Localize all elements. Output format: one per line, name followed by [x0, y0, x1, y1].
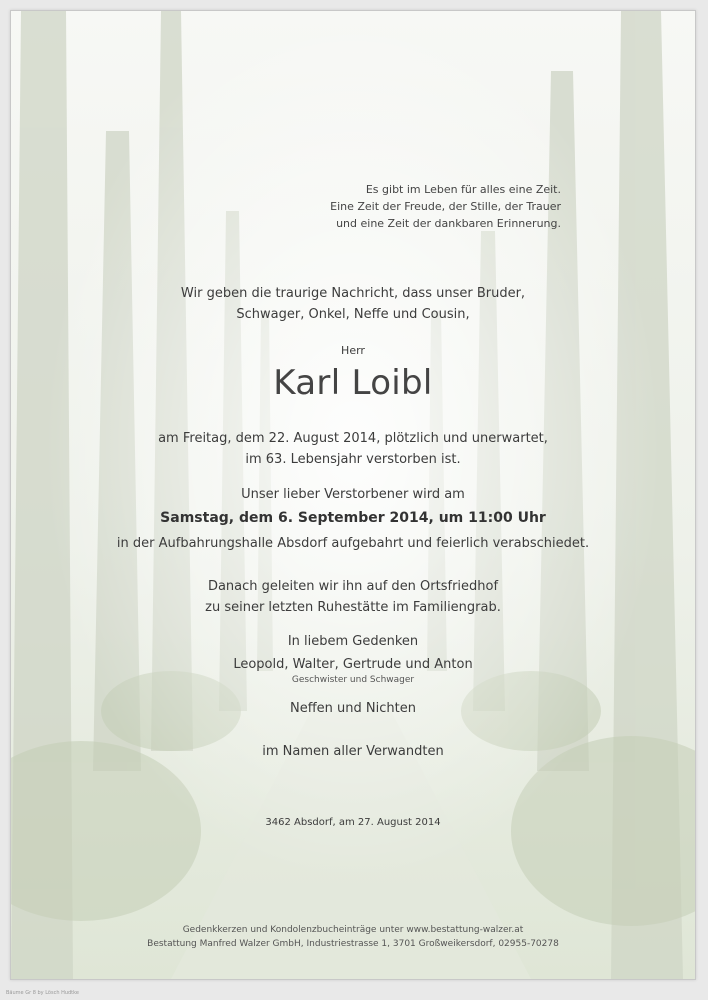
mourners-siblings-note: Geschwister und Schwager	[291, 675, 415, 685]
image-credit: Bäume Gr 8 by Lösch Hudtke	[6, 990, 79, 996]
ceremony-date: Samstag, dem 6. September 2014, um 11:00 Uhr	[160, 510, 546, 526]
obituary-card	[10, 10, 696, 980]
mourners-siblings: Leopold, Walter, Gertrude und Anton	[233, 657, 473, 672]
burial-line-2: zu seiner letzten Ruhestätte im Familiengrab.	[205, 600, 501, 615]
place-date: 3462 Absdorf, am 27. August 2014	[265, 817, 441, 828]
mourners-nephews: Neffen und Nichten	[290, 701, 416, 716]
mourners-relatives: im Namen aller Verwandten	[262, 744, 444, 759]
motto-line-3: und eine Zeit der dankbaren Erinnerung.	[336, 217, 561, 230]
motto	[330, 181, 561, 232]
mourners-heading: In liebem Gedenken	[287, 634, 419, 649]
deceased-name: Karl Loibl	[273, 363, 433, 403]
burial-line-1: Danach geleiten wir ihn auf den Ortsfriedhof	[207, 579, 499, 594]
death-line-2: im 63. Lebensjahr verstorben ist.	[245, 452, 461, 467]
salutation: Herr	[341, 344, 365, 357]
ceremony-place: in der Aufbahrungshalle Absdorf aufgebahrt und feierlich verabschiedet.	[116, 536, 590, 551]
obituary-content	[11, 11, 695, 979]
footer-line-1: Gedenkkerzen und Kondolenzbucheinträge unter www.bestattung-walzer.at	[182, 925, 524, 935]
announcement-line-1: Wir geben die traurige Nachricht, dass unser Bruder,	[180, 286, 526, 301]
announcement-line-2: Schwager, Onkel, Neffe und Cousin,	[236, 307, 470, 322]
ceremony-intro: Unser lieber Verstorbener wird am	[241, 487, 465, 502]
death-line-1: am Freitag, dem 22. August 2014, plötzlich und unerwartet,	[158, 431, 548, 446]
motto-line-1: Es gibt im Leben für alles eine Zeit.	[365, 183, 561, 196]
footer-line-2: Bestattung Manfred Walzer GmbH, Industriestrasse 1, 3701 Großweikersdorf, 02955-70278	[147, 939, 559, 949]
motto-line-2: Eine Zeit der Freude, der Stille, der Trauer	[330, 200, 561, 213]
